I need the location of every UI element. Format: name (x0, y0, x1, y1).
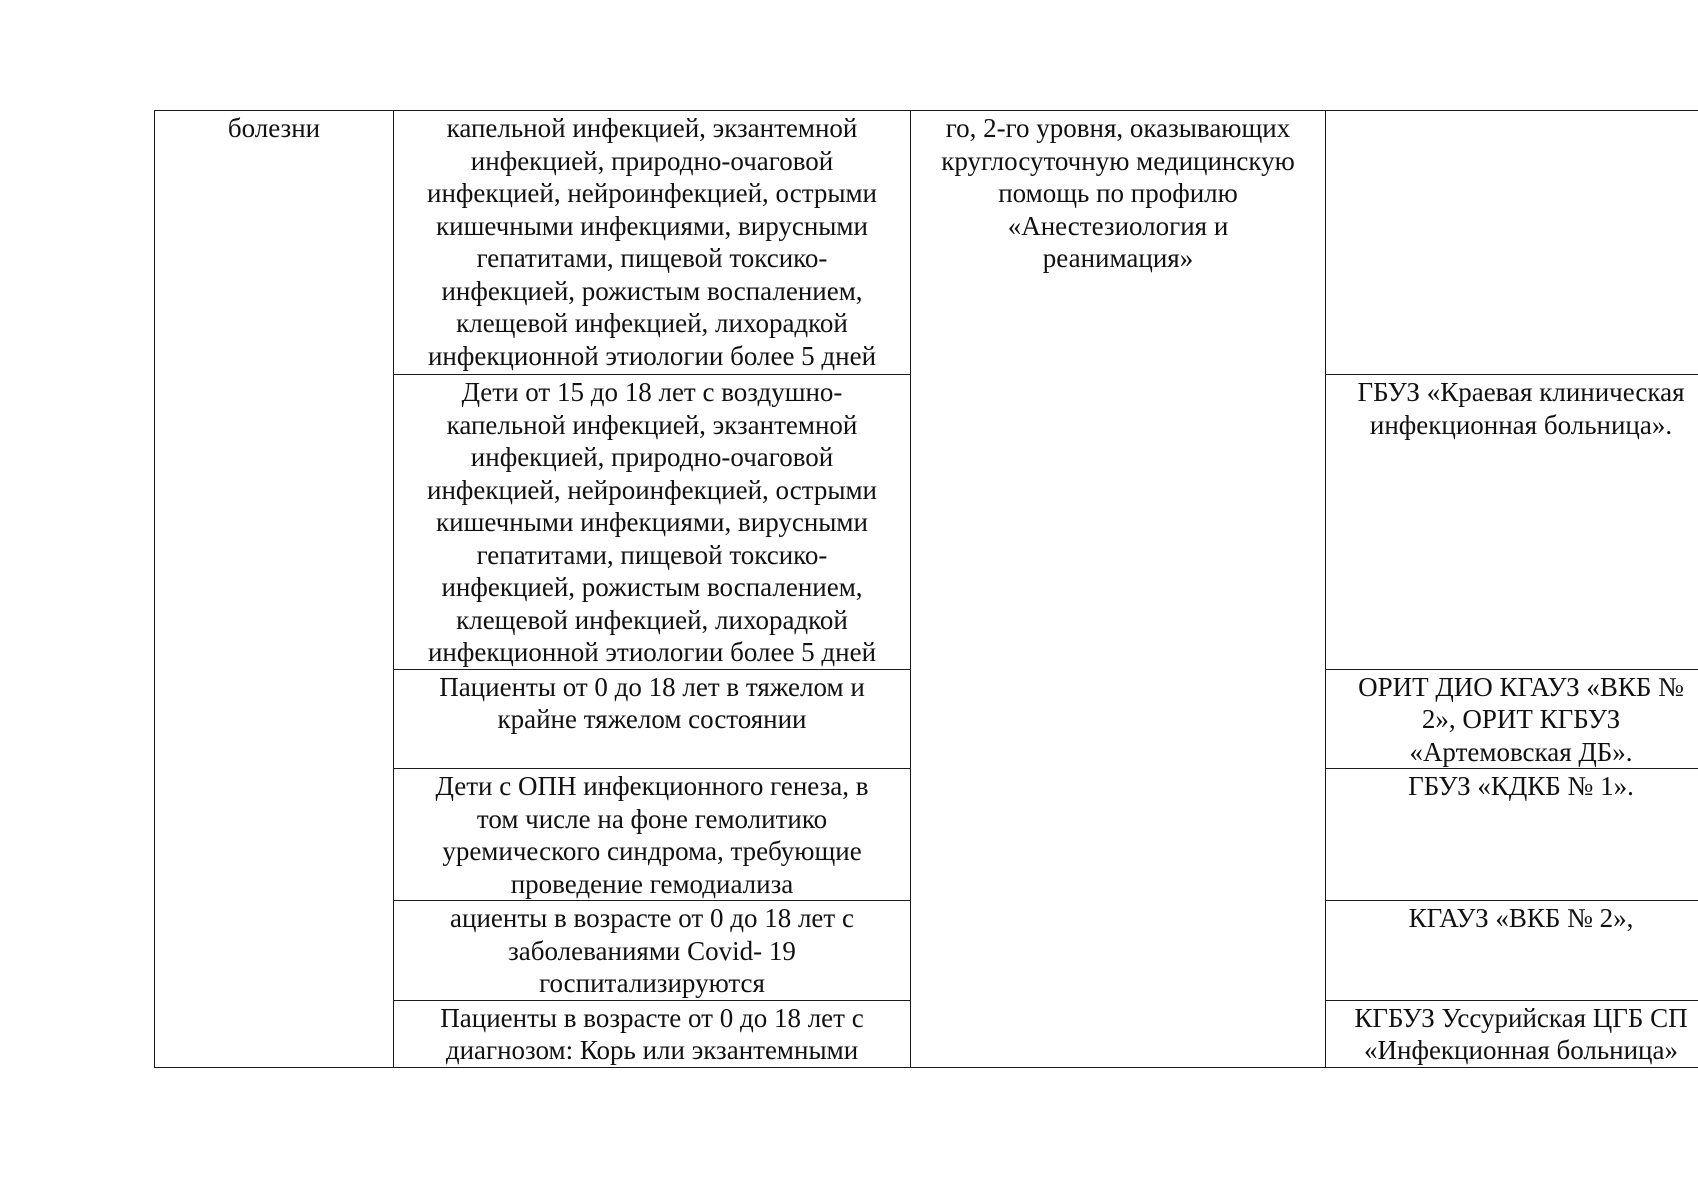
table-row (155, 111, 1698, 375)
facility-cell: ГБУЗ «Краевая клиническая инфекционная больница». (1326, 375, 1698, 670)
disease-group-cell: болезни (155, 111, 394, 1068)
patient-category-cell: Дети от 15 до 18 лет с воздушно- капельной инфекцией, экзантемной инфекцией, природно-очаговой инфекцией, нейроинфекцией, острыми кишечными инфекциями, вирусными гепатитами, пищевой токсико- инфекцией, рожистым воспалением, клещевой инфекцией, лихорадкой инфекционной этиологии более 5 дней (394, 375, 911, 670)
facility-cell: КГАУЗ «ВКБ № 2», (1326, 901, 1698, 1001)
patient-category-cell: Пациенты от 0 до 18 лет в тяжелом и крайне тяжелом состоянии (394, 669, 911, 769)
patient-category-cell: капельной инфекцией, экзантемной инфекцией, природно-очаговой инфекцией, нейроинфекцией, острыми кишечными инфекциями, вирусными гепатитами, пищевой токсико- инфекцией, рожистым воспалением, клещевой инфекцией, лихорадкой инфекционной этиологии более 5 дней (394, 111, 911, 375)
facility-cell: КГБУЗ Уссурийская ЦГБ СП «Инфекционная больница» (1326, 1000, 1698, 1067)
facility-cell (1326, 111, 1698, 375)
patient-category-cell: Пациенты в возрасте от 0 до 18 лет с диагнозом: Корь или экзантемными (394, 1000, 911, 1067)
hospital-routing-table (154, 110, 1698, 1068)
patient-category-cell: Дети с ОПН инфекционного генеза, в том числе на фоне гемолитико уремического синдрома, требующие проведение гемодиализа (394, 769, 911, 901)
facility-cell: ОРИТ ДИО КГАУЗ «ВКБ № 2», ОРИТ КГБУЗ «Артемовская ДБ». (1326, 669, 1698, 769)
patient-category-cell: ациенты в возрасте от 0 до 18 лет с заболеваниями Covid- 19 госпитализируются (394, 901, 911, 1001)
care-level-cell: го, 2-го уровня, оказывающих круглосуточную медицинскую помощь по профилю «Анестезиология и реанимация» (911, 111, 1326, 1068)
facility-cell: ГБУЗ «КДКБ № 1». (1326, 769, 1698, 901)
